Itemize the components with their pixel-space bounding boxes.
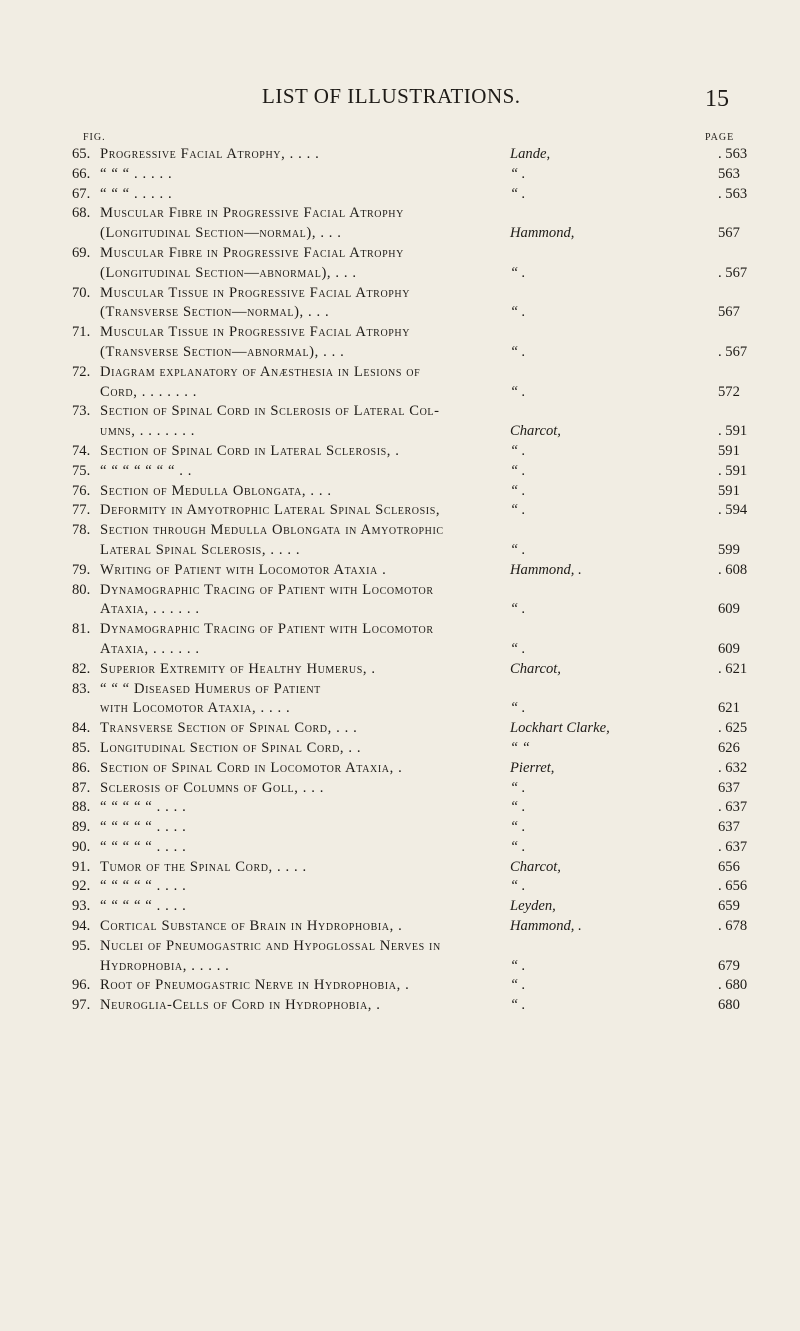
illustration-title: “ “ “ “ “ . . . . xyxy=(100,898,187,915)
illustration-title: Sclerosis of Columns of Goll, . . . xyxy=(100,779,324,796)
list-item xyxy=(0,858,800,878)
author-name: “ . xyxy=(510,977,526,994)
fig-number: 96. xyxy=(72,977,91,994)
page-ref: 567 xyxy=(718,304,740,321)
author-name: Charcot, xyxy=(510,858,561,875)
list-item xyxy=(0,917,800,937)
author-name: Hammond, xyxy=(510,225,575,242)
author-name: Lockhart Clarke, xyxy=(510,720,610,737)
page-ref: 567 xyxy=(718,225,740,242)
list-item xyxy=(0,838,800,858)
fig-number: 72. xyxy=(72,363,91,380)
author-name: “ . xyxy=(510,878,526,895)
author-name: “ . xyxy=(510,799,526,816)
author-name: “ . xyxy=(510,343,526,360)
page-ref: 609 xyxy=(718,601,740,618)
list-item xyxy=(0,937,800,957)
list-item xyxy=(0,343,800,363)
list-item xyxy=(0,680,800,700)
fig-number: 80. xyxy=(72,581,91,598)
page-ref: 609 xyxy=(718,640,740,657)
fig-number: 68. xyxy=(72,205,91,222)
list-item xyxy=(0,501,800,521)
fig-number: 92. xyxy=(72,878,91,895)
illustration-title: (Transverse Section—normal), . . . xyxy=(100,304,330,321)
illustration-title: Muscular Fibre in Progressive Facial Atrophy xyxy=(100,244,404,261)
list-item xyxy=(0,719,800,739)
page-ref: 637 xyxy=(718,819,740,836)
list-item xyxy=(0,561,800,581)
illustration-list xyxy=(0,145,800,1016)
list-item xyxy=(0,957,800,977)
running-title: LIST OF ILLUSTRATIONS. xyxy=(262,84,521,108)
illustration-title: Dynamographic Tracing of Patient with Locomotor xyxy=(100,621,434,638)
illustration-title: “ “ “ “ “ . . . . xyxy=(100,799,187,816)
page-ref: 656 xyxy=(718,858,740,875)
list-item xyxy=(0,482,800,502)
illustration-title: Writing of Patient with Locomotor Ataxia . xyxy=(100,561,387,578)
illustration-title: Section of Medulla Oblongata, . . . xyxy=(100,482,332,499)
fig-number: 75. xyxy=(72,462,91,479)
page-header xyxy=(0,84,800,114)
author-name: Hammond, . xyxy=(510,918,582,935)
page-ref: . 621 xyxy=(718,660,748,677)
illustration-title: Muscular Fibre in Progressive Facial Atrophy xyxy=(100,205,404,222)
fig-number: 73. xyxy=(72,403,91,420)
page-ref: . 563 xyxy=(718,185,748,202)
author-name: “ . xyxy=(510,700,526,717)
illustration-title: “ “ “ “ “ . . . . xyxy=(100,878,187,895)
page-ref: 626 xyxy=(718,739,740,756)
illustration-title: Ataxia, . . . . . . xyxy=(100,601,200,618)
list-item xyxy=(0,818,800,838)
list-item xyxy=(0,541,800,561)
list-item xyxy=(0,798,800,818)
list-item xyxy=(0,402,800,422)
page-ref: . 567 xyxy=(718,264,748,281)
page-ref: . 678 xyxy=(718,918,748,935)
author-name: Lande, xyxy=(510,146,551,162)
list-item xyxy=(0,897,800,917)
illustration-title: Longitudinal Section of Spinal Cord, . . xyxy=(100,739,362,756)
author-name: “ . xyxy=(510,165,526,182)
fig-number: 97. xyxy=(72,997,91,1014)
illustration-title: Dynamographic Tracing of Patient with Locomotor xyxy=(100,581,434,598)
page-ref: . 680 xyxy=(718,977,748,994)
fig-number: 82. xyxy=(72,660,91,677)
page-ref: . 637 xyxy=(718,799,748,816)
fig-column-heading: FIG. xyxy=(83,132,106,143)
illustration-title: with Locomotor Ataxia, . . . . xyxy=(100,700,291,717)
illustration-title: “ “ “ “ “ “ “ . . xyxy=(100,462,193,479)
fig-number: 93. xyxy=(72,898,91,915)
page-ref: . 637 xyxy=(718,838,748,855)
author-name: “ . xyxy=(510,502,526,519)
author-name: “ “ xyxy=(510,739,530,756)
fig-number: 66. xyxy=(72,165,91,182)
list-item xyxy=(0,779,800,799)
page-ref: . 594 xyxy=(718,502,748,519)
illustration-title: Nuclei of Pneumogastric and Hypoglossal Nerves in xyxy=(100,937,441,954)
list-item xyxy=(0,185,800,205)
illustration-title: (Longitudinal Section—abnormal), . . . xyxy=(100,264,357,281)
author-name: “ . xyxy=(510,779,526,796)
author-name: “ . xyxy=(510,640,526,657)
list-item xyxy=(0,422,800,442)
author-name: “ . xyxy=(510,482,526,499)
list-item xyxy=(0,976,800,996)
fig-number: 78. xyxy=(72,522,91,539)
page-ref: . 632 xyxy=(718,759,748,776)
author-name: Charcot, xyxy=(510,660,561,677)
page-ref: 599 xyxy=(718,541,740,558)
page-ref: 563 xyxy=(718,165,740,182)
list-item xyxy=(0,204,800,224)
illustration-title: “ “ “ Diseased Humerus of Patient xyxy=(100,680,321,697)
page-ref: . 608 xyxy=(718,561,748,578)
page-ref: 591 xyxy=(718,442,740,459)
illustration-title: “ “ “ . . . . . xyxy=(100,185,173,202)
author-name: Hammond, . xyxy=(510,561,582,578)
illustration-title: Muscular Tissue in Progressive Facial Atrophy xyxy=(100,284,411,301)
author-name: “ . xyxy=(510,442,526,459)
page-ref: . 625 xyxy=(718,720,748,737)
fig-number: 71. xyxy=(72,324,91,341)
illustration-title: Cortical Substance of Brain in Hydrophobia, . xyxy=(100,918,403,935)
list-item xyxy=(0,640,800,660)
page-ref: 659 xyxy=(718,898,740,915)
illustration-title: umns, . . . . . . . xyxy=(100,423,196,440)
illustration-title: Transverse Section of Spinal Cord, . . . xyxy=(100,720,358,737)
illustration-title: Root of Pneumogastric Nerve in Hydrophobia, . xyxy=(100,977,410,994)
list-item xyxy=(0,699,800,719)
author-name: Charcot, xyxy=(510,423,561,440)
illustration-title: Muscular Tissue in Progressive Facial Atrophy xyxy=(100,324,411,341)
author-name: “ . xyxy=(510,462,526,479)
illustration-title: Diagram explanatory of Anæsthesia in Lesions of xyxy=(100,363,421,380)
page-ref: 680 xyxy=(718,997,740,1014)
fig-number: 69. xyxy=(72,244,91,261)
fig-number: 88. xyxy=(72,799,91,816)
list-item xyxy=(0,323,800,343)
illustration-title: “ “ “ . . . . . xyxy=(100,165,173,182)
illustration-title: “ “ “ “ “ . . . . xyxy=(100,838,187,855)
list-item xyxy=(0,739,800,759)
fig-number: 84. xyxy=(72,720,91,737)
page-column-heading: PAGE xyxy=(705,132,735,143)
illustration-title: (Longitudinal Section—normal), . . . xyxy=(100,225,342,242)
illustration-title: Superior Extremity of Healthy Humerus, . xyxy=(100,660,376,677)
fig-number: 87. xyxy=(72,779,91,796)
fig-number: 90. xyxy=(72,838,91,855)
fig-number: 83. xyxy=(72,680,91,697)
page-ref: 572 xyxy=(718,383,740,400)
fig-number: 91. xyxy=(72,858,91,875)
author-name: “ . xyxy=(510,957,526,974)
fig-number: 89. xyxy=(72,819,91,836)
illustration-title: Cord, . . . . . . . xyxy=(100,383,197,400)
illustration-title: “ “ “ “ “ . . . . xyxy=(100,819,187,836)
page-ref: . 591 xyxy=(718,423,748,440)
illustration-title: Section through Medulla Oblongata in Amyotrophic xyxy=(100,522,444,539)
illustration-title: Progressive Facial Atrophy, . . . . xyxy=(100,146,320,162)
page-ref: . 563 xyxy=(718,146,748,162)
illustration-title: (Transverse Section—abnormal), . . . xyxy=(100,343,345,360)
list-item xyxy=(0,145,800,165)
list-item xyxy=(0,996,800,1016)
list-item xyxy=(0,165,800,185)
fig-number: 76. xyxy=(72,482,91,499)
page-ref: . 656 xyxy=(718,878,748,895)
author-name: “ . xyxy=(510,838,526,855)
list-item xyxy=(0,660,800,680)
list-item xyxy=(0,303,800,323)
illustration-title: Section of Spinal Cord in Lateral Sclerosis, . xyxy=(100,442,400,459)
author-name: “ . xyxy=(510,264,526,281)
page-number: 15 xyxy=(705,86,729,112)
author-name: “ . xyxy=(510,601,526,618)
fig-number: 70. xyxy=(72,284,91,301)
fig-number: 79. xyxy=(72,561,91,578)
page-ref: 591 xyxy=(718,482,740,499)
author-name: “ . xyxy=(510,185,526,202)
list-item xyxy=(0,383,800,403)
illustration-title: Deformity in Amyotrophic Lateral Spinal Sclerosis, xyxy=(100,502,441,519)
fig-number: 67. xyxy=(72,185,91,202)
page-ref: . 567 xyxy=(718,343,748,360)
list-item xyxy=(0,877,800,897)
page-ref: 637 xyxy=(718,779,740,796)
author-name: “ . xyxy=(510,304,526,321)
fig-number: 65. xyxy=(72,146,91,162)
fig-number: 86. xyxy=(72,759,91,776)
fig-number: 77. xyxy=(72,502,91,519)
list-item xyxy=(0,363,800,383)
illustration-title: Lateral Spinal Sclerosis, . . . . xyxy=(100,541,301,558)
list-item xyxy=(0,224,800,244)
illustration-title: Section of Spinal Cord in Locomotor Ataxia, . xyxy=(100,759,403,776)
list-item xyxy=(0,600,800,620)
fig-number: 74. xyxy=(72,442,91,459)
illustration-title: Hydrophobia, . . . . . xyxy=(100,957,230,974)
list-item xyxy=(0,264,800,284)
list-item xyxy=(0,284,800,304)
author-name: Pierret, xyxy=(510,759,555,776)
list-item xyxy=(0,462,800,482)
fig-number: 81. xyxy=(72,621,91,638)
list-item xyxy=(0,244,800,264)
page-ref: . 591 xyxy=(718,462,748,479)
author-name: “ . xyxy=(510,819,526,836)
fig-number: 94. xyxy=(72,918,91,935)
list-item xyxy=(0,581,800,601)
author-name: “ . xyxy=(510,997,526,1014)
illustration-title: Tumor of the Spinal Cord, . . . . xyxy=(100,858,307,875)
fig-number: 95. xyxy=(72,937,91,954)
list-item xyxy=(0,521,800,541)
list-item xyxy=(0,442,800,462)
list-item xyxy=(0,620,800,640)
page-ref: 621 xyxy=(718,700,740,717)
page-ref: 679 xyxy=(718,957,740,974)
illustration-title: Neuroglia-Cells of Cord in Hydrophobia, . xyxy=(100,997,381,1014)
author-name: “ . xyxy=(510,383,526,400)
author-name: “ . xyxy=(510,541,526,558)
fig-number: 85. xyxy=(72,739,91,756)
illustration-title: Section of Spinal Cord in Sclerosis of Lateral Col- xyxy=(100,403,440,420)
illustration-title: Ataxia, . . . . . . xyxy=(100,640,200,657)
author-name: Leyden, xyxy=(510,898,556,915)
list-item xyxy=(0,759,800,779)
